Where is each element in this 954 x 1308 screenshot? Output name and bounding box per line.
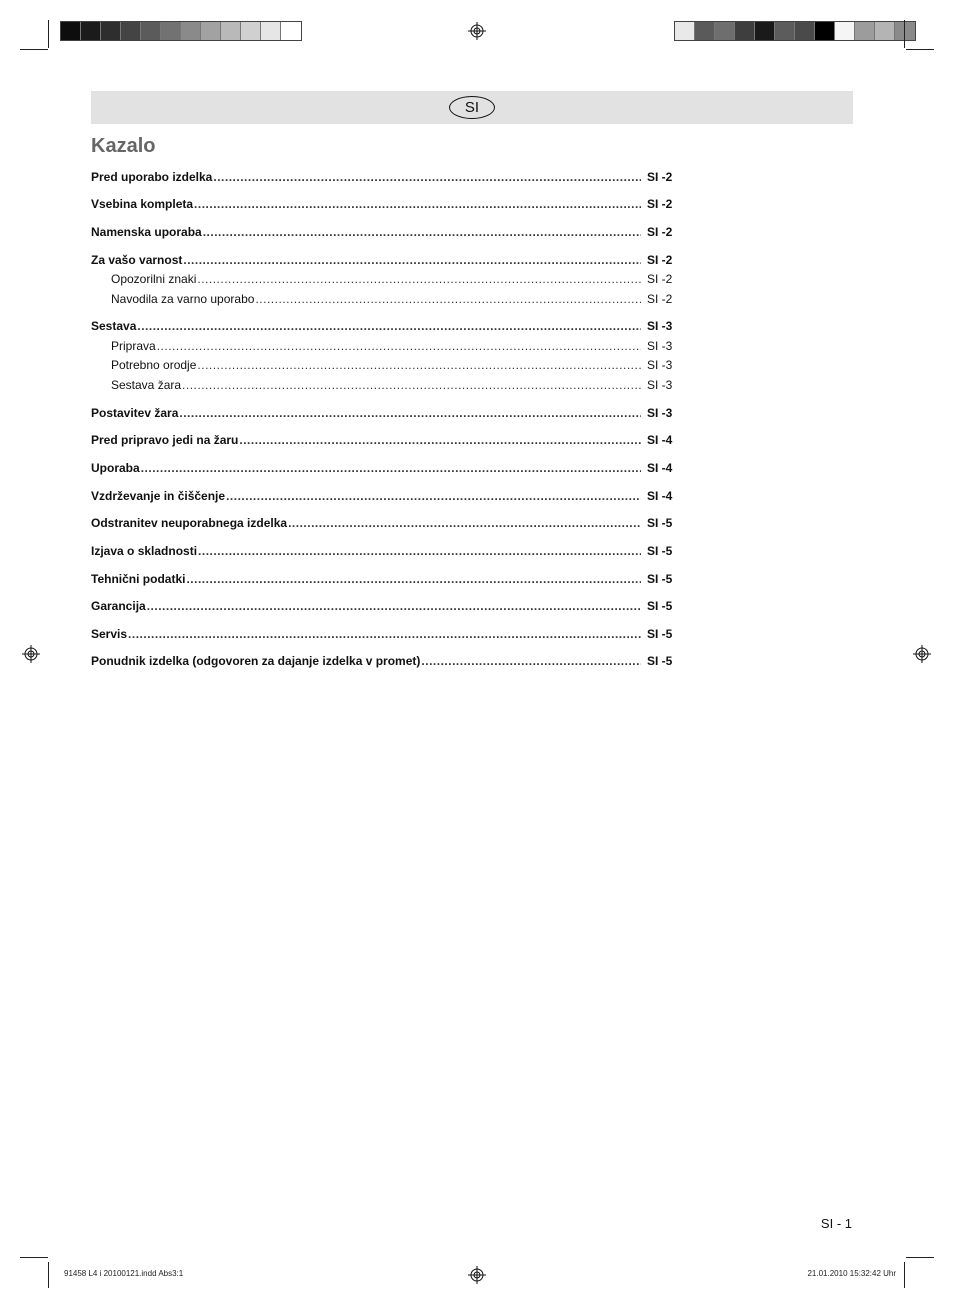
color-swatch-strip-left [60, 21, 302, 41]
toc-entry-label: Uporaba [91, 461, 140, 475]
toc-dot-leader [226, 487, 641, 505]
toc-entry[interactable] [91, 514, 681, 532]
toc-entry-label: Vsebina kompleta [91, 197, 194, 211]
toc-entry[interactable] [111, 356, 681, 374]
toc-entry-page: SI -2 [647, 292, 673, 306]
toc-entry-page: SI -5 [647, 544, 673, 558]
toc-entry-page: SI -3 [647, 358, 673, 372]
toc-entry[interactable] [91, 195, 681, 213]
toc-entry-label: Pred uporabo izdelka [91, 170, 213, 184]
toc-entry[interactable] [91, 542, 681, 560]
crop-mark [906, 1257, 934, 1258]
toc-dot-leader [147, 597, 641, 615]
toc-dot-leader [137, 317, 641, 335]
color-swatch [221, 22, 241, 40]
toc-entry-label: Postavitev žara [91, 406, 179, 420]
toc-dot-leader [183, 251, 641, 269]
toc-entry-label: Sestava [91, 319, 137, 333]
toc-dot-leader [186, 570, 641, 588]
crop-mark [48, 1262, 49, 1288]
toc-entry-page: SI -4 [647, 461, 673, 475]
color-swatch [81, 22, 101, 40]
toc-entry-label: Za vašo varnost [91, 253, 183, 267]
toc-dot-leader [198, 542, 641, 560]
toc-entry[interactable] [91, 625, 681, 643]
color-swatch [835, 22, 855, 40]
color-swatch [161, 22, 181, 40]
color-swatch [815, 22, 835, 40]
toc-entry-page: SI -5 [647, 627, 673, 641]
toc-entry[interactable] [91, 459, 681, 477]
toc-entry-page: SI -3 [647, 319, 673, 333]
toc-dot-leader [255, 290, 641, 308]
toc-dot-leader [157, 337, 641, 355]
color-swatch [735, 22, 755, 40]
toc-entry-label: Servis [91, 627, 128, 641]
toc-entry[interactable] [111, 270, 681, 288]
color-swatch [101, 22, 121, 40]
color-swatch [755, 22, 775, 40]
color-swatch [695, 22, 715, 40]
toc-entry[interactable] [111, 376, 681, 394]
crop-mark [20, 1257, 48, 1258]
toc-entry-label: Izjava o skladnosti [91, 544, 198, 558]
registration-mark-icon [468, 22, 486, 40]
toc-entry-page: SI -4 [647, 433, 673, 447]
toc-entry-page: SI -3 [647, 339, 673, 353]
toc-entry[interactable] [111, 337, 681, 355]
toc-dot-leader [197, 270, 641, 288]
toc-dot-leader [213, 168, 641, 186]
color-swatch [61, 22, 81, 40]
crop-mark [906, 49, 934, 50]
registration-mark-icon [913, 645, 931, 663]
toc-entry-page: SI -3 [647, 378, 673, 392]
color-swatch [855, 22, 875, 40]
toc-dot-leader [197, 356, 641, 374]
toc-entry[interactable] [91, 570, 681, 588]
toc-entry-label: Potrebno orodje [111, 358, 197, 372]
print-slug-left: 91458 L4 i 20100121.indd Abs3:1 [64, 1269, 184, 1278]
toc-entry[interactable] [91, 487, 681, 505]
toc-entry-page: SI -5 [647, 599, 673, 613]
toc-dot-leader [128, 625, 641, 643]
color-swatch [795, 22, 815, 40]
color-swatch [775, 22, 795, 40]
color-swatch [895, 22, 915, 40]
color-swatch [675, 22, 695, 40]
toc-entry-label: Pred pripravo jedi na žaru [91, 433, 239, 447]
toc-entry[interactable] [91, 251, 681, 269]
color-swatch [241, 22, 261, 40]
toc-entry-label: Garancija [91, 599, 146, 613]
crop-mark [904, 20, 905, 48]
registration-mark-icon [22, 645, 40, 663]
color-swatch [141, 22, 161, 40]
toc-entry-label: Sestava žara [111, 378, 182, 392]
toc-entry[interactable] [91, 597, 681, 615]
color-swatch [261, 22, 281, 40]
toc-entry-page: SI -4 [647, 489, 673, 503]
color-swatch [715, 22, 735, 40]
toc-entry-label: Vzdrževanje in čiščenje [91, 489, 226, 503]
toc-dot-leader [239, 431, 641, 449]
toc-entry-label: Namenska uporaba [91, 225, 202, 239]
crop-mark [20, 49, 48, 50]
registration-mark-icon [468, 1266, 486, 1284]
color-swatch [875, 22, 895, 40]
toc-entry-page: SI -5 [647, 572, 673, 586]
color-swatch [121, 22, 141, 40]
toc-entry-label: Odstranitev neuporabnega izdelka [91, 516, 288, 530]
toc-entry-label: Navodila za varno uporabo [111, 292, 255, 306]
color-swatch [201, 22, 221, 40]
toc-entry-label: Ponudnik izdelka (odgovoren za dajanje izdelka v promet) [91, 654, 421, 668]
toc-entry-page: SI -2 [647, 225, 673, 239]
toc-entry[interactable] [111, 290, 681, 308]
toc-entry-label: Tehnični podatki [91, 572, 186, 586]
toc-dot-leader [141, 459, 641, 477]
page-number: SI - 1 [820, 1216, 852, 1231]
toc-entry-page: SI -2 [647, 253, 673, 267]
language-badge: SI [449, 96, 495, 119]
toc-entry-page: SI -5 [647, 654, 673, 668]
toc-dot-leader [203, 223, 641, 241]
toc-dot-leader [288, 514, 641, 532]
toc-entry-label: Priprava [111, 339, 156, 353]
toc-dot-leader [421, 652, 641, 670]
toc-entry-page: SI -2 [647, 170, 673, 184]
toc-entry-page: SI -2 [647, 197, 673, 211]
toc-entry[interactable] [91, 431, 681, 449]
toc-entry-page: SI -5 [647, 516, 673, 530]
color-swatch [181, 22, 201, 40]
toc-entry[interactable] [91, 317, 681, 335]
color-swatch-strip-right [674, 21, 916, 41]
crop-mark [904, 1262, 905, 1288]
color-swatch [281, 22, 301, 40]
toc-entry[interactable] [91, 168, 681, 186]
print-slug-right: 21.01.2010 15:32:42 Uhr [807, 1269, 896, 1278]
toc-entry[interactable] [91, 404, 681, 422]
toc-dot-leader [182, 376, 641, 394]
toc-entry-page: SI -3 [647, 406, 673, 420]
page-title: Kazalo [91, 135, 156, 157]
toc-entry-page: SI -2 [647, 272, 673, 286]
toc-entry-label: Opozorilni znaki [111, 272, 197, 286]
toc-dot-leader [179, 404, 641, 422]
crop-mark [48, 20, 49, 48]
toc-entry[interactable] [91, 223, 681, 241]
toc-entry[interactable] [91, 652, 681, 670]
toc-dot-leader [194, 195, 641, 213]
